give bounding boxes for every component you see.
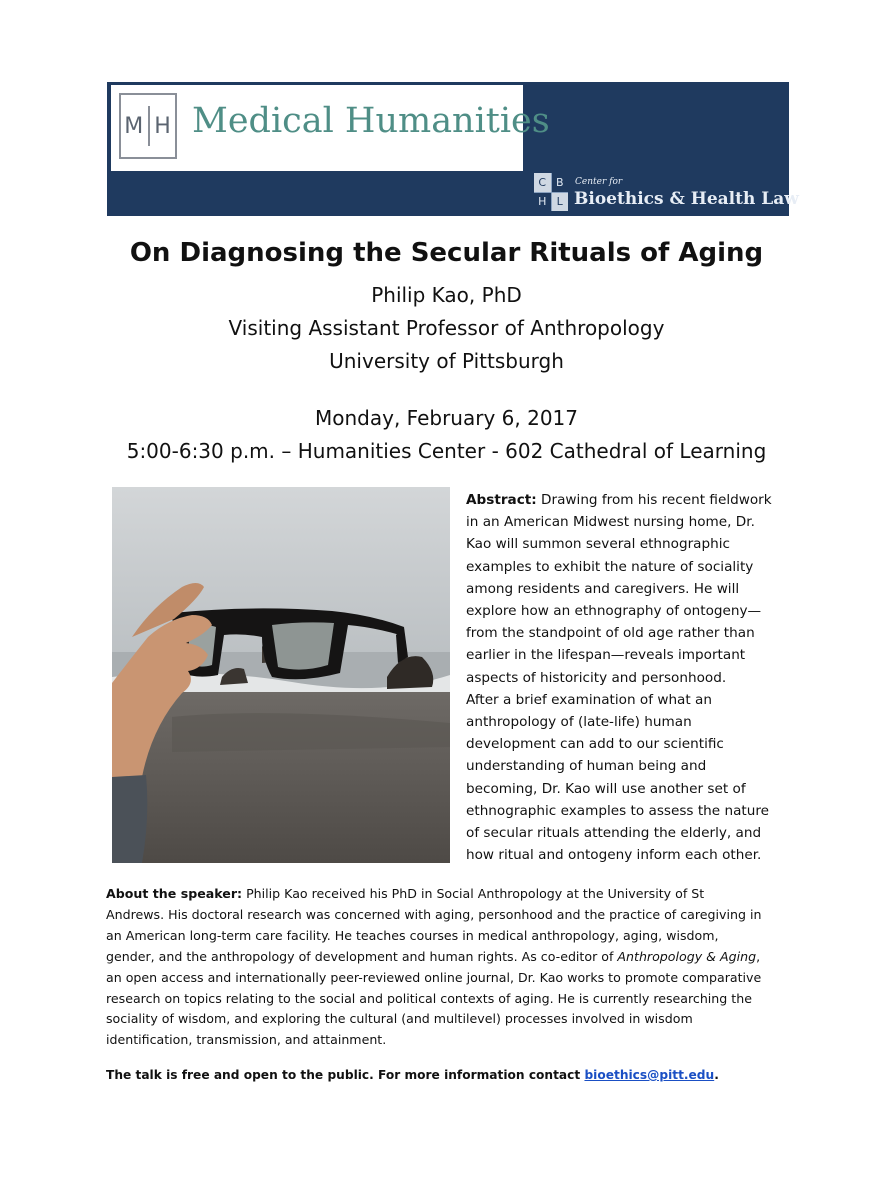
abstract-line: examples to exhibit the nature of sociality [466, 558, 754, 575]
abstract-line: Kao will summon several ethnographic [466, 536, 731, 553]
abstract-line: understanding of human being and [466, 758, 707, 775]
abstract-line: ethnographic examples to assess the nature [466, 802, 770, 819]
about-line: gender, and the anthropology of development and human rights. As co-editor of Anthropology & Aging, [106, 948, 761, 964]
abstract-line: aspects of historicity and personhood. [466, 669, 727, 686]
footer-end: . [714, 1068, 719, 1082]
about-line: an open access and internationally peer-reviewed online journal, Dr. Kao works to promote comparative [106, 969, 762, 985]
abstract-line: how ritual and ontogeny inform each other. [466, 847, 762, 864]
speaker-position: Visiting Assistant Professor of Anthropology [228, 316, 665, 340]
footer-note [106, 1068, 719, 1082]
abstract-line: After a brief examination of what an [466, 691, 712, 708]
center-name: Bioethics & Health Law [574, 189, 799, 209]
abstract-line: in an American Midwest nursing home, Dr. [466, 514, 755, 531]
cbhl-letter-c: C [534, 173, 551, 192]
abstract-line: among residents and caregivers. He will [466, 580, 740, 597]
cbhl-letter-l: L [552, 193, 569, 212]
about-line: an American long-term care facility. He teaches courses in medical anthropology, aging, wisdom, [106, 927, 719, 943]
center-for-label: Center for [575, 177, 623, 187]
mh-divider [148, 106, 150, 146]
about-label: About the speaker: [106, 886, 243, 901]
mh-letter-m: M [124, 113, 145, 139]
abstract-line: earlier in the lifespan—reveals important [466, 647, 746, 664]
abstract-line: Abstract: Drawing from his recent fieldwork [466, 492, 772, 508]
mh-logo-mark [119, 93, 177, 159]
contact-email-link[interactable]: bioethics@pitt.edu [584, 1068, 715, 1082]
mh-letter-h: H [154, 113, 172, 139]
event-date: Monday, February 6, 2017 [315, 406, 578, 430]
speaker-institution: University of Pittsburgh [329, 349, 564, 373]
abstract-label: Abstract: [466, 492, 537, 508]
abstract-line: anthropology of (late-life) human [466, 714, 692, 731]
event-title: On Diagnosing the Secular Rituals of Aging [129, 238, 764, 268]
about-line: Andrews. His doctoral research was concerned with aging, personhood and the practice of caregiving in [106, 906, 762, 922]
abstract-section [466, 489, 796, 866]
glasses-beach-image [112, 487, 450, 863]
abstract-line: of secular rituals attending the elderly, and [466, 825, 762, 842]
about-line: identification, transmission, and attainment. [106, 1032, 387, 1048]
event-time-location: 5:00-6:30 p.m. – Humanities Center - 602 Cathedral of Learning [126, 439, 767, 463]
about-line: research on topics relating to the social and political contexts of aging. He is currently researching the [106, 990, 752, 1006]
abstract-line: development can add to our scientific [466, 736, 724, 753]
footer-text: The talk is free and open to the public. For more information contact [106, 1068, 585, 1082]
abstract-line: explore how an ethnography of ontogeny— [466, 603, 762, 620]
cbhl-logo-mark [534, 173, 568, 211]
cbhl-letter-h: H [534, 193, 551, 212]
about-line: sociality of wisdom, and exploring the cultural (and multilevel) processes involved in wisdom [106, 1011, 693, 1027]
event-photo [112, 487, 450, 863]
about-line: About the speaker: Philip Kao received his PhD in Social Anthropology at the University of St [106, 886, 705, 901]
journal-name: Anthropology & Aging [617, 948, 757, 964]
cbhl-letter-b: B [552, 173, 569, 192]
speaker-name: Philip Kao, PhD [371, 283, 522, 307]
about-speaker-section [106, 884, 796, 1051]
logo-title: Medical Humanities [192, 101, 550, 141]
abstract-line: from the standpoint of old age rather than [466, 625, 755, 642]
abstract-line: becoming, Dr. Kao will use another set of [466, 780, 746, 797]
